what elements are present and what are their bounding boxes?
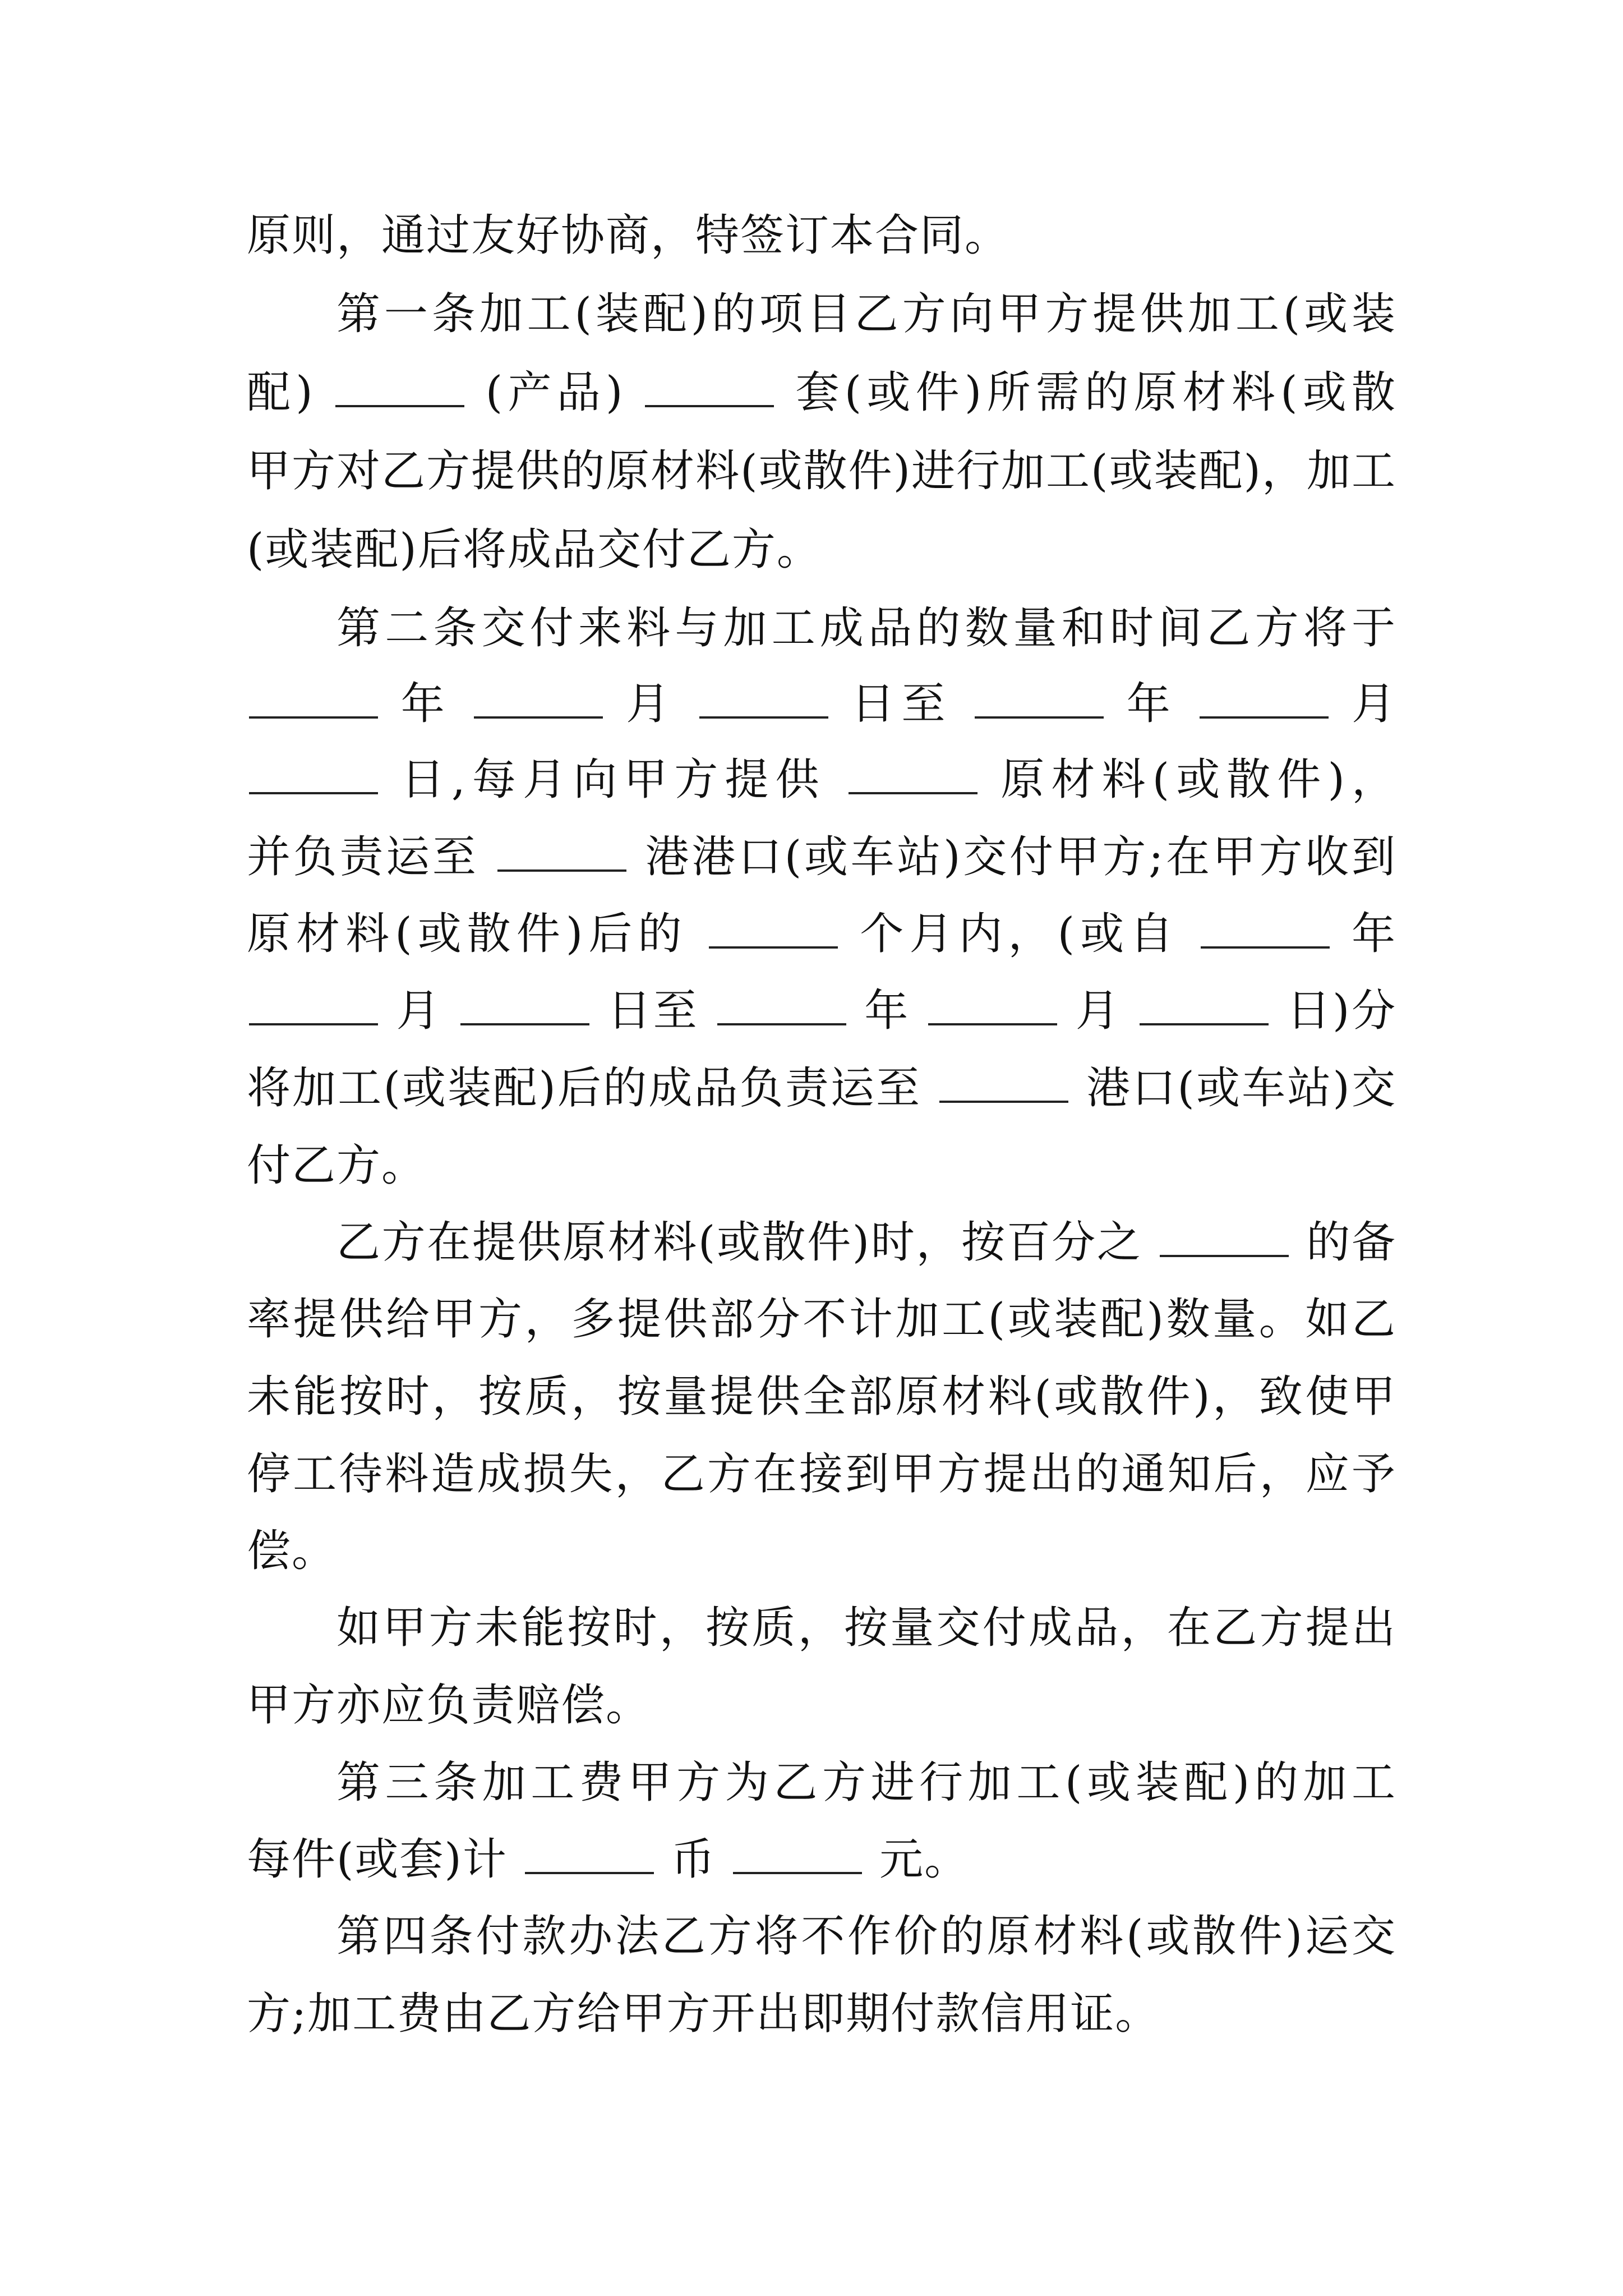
text-segment: 原材料(或散件)后的 <box>247 909 688 959</box>
fill-in-blank <box>1140 983 1269 1025</box>
text-line: 原则，通过友好协商，特签订本合同。 <box>247 210 1010 261</box>
text-segment: 每件(或套)计 <box>247 1834 508 1885</box>
text-segment: 将加工(或装配)后的成品负责运至 <box>247 1063 922 1114</box>
text-segment: 乙方在提供原材料(或散件)时，按百分之 <box>336 1217 1142 1268</box>
fill-in-blank <box>975 676 1104 719</box>
text-segment: 月 <box>1352 679 1396 729</box>
text-segment: 月 <box>626 679 676 729</box>
fill-in-blank <box>1200 676 1329 719</box>
text-line: 偿。 <box>247 1526 337 1576</box>
text-line: 甲方对乙方提供的原材料(或散件)进行加工(或装配)，加工 <box>247 446 1396 496</box>
text-line: 第二条交付来料与加工成品的数量和时间乙方将于 <box>336 603 1396 654</box>
text-segment: 年 <box>864 986 910 1036</box>
fill-in-blank <box>460 983 589 1025</box>
text-segment: 套(或件)所需的原材料(或散 <box>795 367 1396 418</box>
fill-in-blank <box>1201 906 1330 949</box>
text-segment: 币 <box>671 1834 716 1885</box>
text-line: 第一条加工(装配)的项目乙方向甲方提供加工(或装 <box>336 289 1396 339</box>
text-segment: 日,每月向甲方提供 <box>400 754 826 805</box>
text-line: 方;加工费由乙方给甲方开出即期付款信用证。 <box>247 1989 1160 2039</box>
text-line: 甲方亦应负责赔偿。 <box>247 1680 651 1731</box>
fill-in-blank <box>249 983 378 1025</box>
text-segment: 原材料(或散件)， <box>1000 754 1396 805</box>
text-segment: 日至 <box>851 679 952 729</box>
text-line: 停工待料造成损失，乙方在接到甲方提出的通知后，应予 <box>247 1449 1396 1499</box>
text-segment: 港口(或车站)交 <box>1086 1063 1396 1114</box>
text-segment: 年 <box>1126 679 1177 729</box>
text-line: 付乙方。 <box>247 1140 427 1191</box>
text-line-with-blanks <box>247 906 1396 962</box>
text-line-with-blanks <box>247 983 1396 1039</box>
fill-in-blank <box>939 1060 1068 1103</box>
text-line: 率提供给甲方，多提供部分不计加工(或装配)数量。如乙 <box>247 1294 1396 1345</box>
text-segment: 的备 <box>1306 1217 1396 1268</box>
text-segment: 年 <box>1352 909 1396 959</box>
text-line-with-blanks <box>336 1214 1396 1271</box>
fill-in-blank <box>709 906 838 949</box>
fill-in-blank <box>1160 1214 1289 1257</box>
text-line-with-blanks <box>247 365 1396 421</box>
text-segment: 月 <box>1075 986 1122 1036</box>
fill-in-blank <box>249 676 378 719</box>
text-line-with-blanks <box>247 1832 1396 1888</box>
text-line: 第三条加工费甲方为乙方进行加工(或装配)的加工 <box>336 1757 1396 1808</box>
text-segment: 日至 <box>607 986 699 1036</box>
text-line: (或装配)后将成品交付乙方。 <box>247 524 822 575</box>
text-line: 如甲方未能按时，按质，按量交付成品，在乙方提出 <box>336 1603 1396 1653</box>
fill-in-blank <box>249 752 378 794</box>
text-segment: 元。 <box>879 1834 970 1885</box>
fill-in-blank <box>525 1832 654 1874</box>
fill-in-blank <box>717 983 846 1025</box>
text-segment: 日)分 <box>1287 986 1396 1036</box>
text-line-with-blanks <box>247 676 1396 732</box>
text-segment: 并负责运至 <box>247 832 479 882</box>
text-line: 未能按时，按质，按量提供全部原材料(或散件)，致使甲 <box>247 1372 1396 1422</box>
text-line-with-blanks <box>247 829 1396 885</box>
fill-in-blank <box>497 829 626 872</box>
text-line: 第四条付款办法乙方将不作价的原材料(或散件)运交 <box>336 1911 1396 1962</box>
fill-in-blank <box>645 365 774 407</box>
text-line-with-blanks <box>247 1060 1396 1116</box>
text-segment: 个月内，(或自 <box>860 909 1179 959</box>
fill-in-blank <box>928 983 1057 1025</box>
text-segment: 港港口(或车站)交付甲方;在甲方收到 <box>645 832 1396 882</box>
fill-in-blank <box>849 752 978 794</box>
fill-in-blank <box>699 676 828 719</box>
fill-in-blank <box>474 676 603 719</box>
text-segment: 月 <box>396 986 442 1036</box>
text-segment: (产品) <box>485 367 624 418</box>
text-line-with-blanks <box>247 752 1396 808</box>
fill-in-blank <box>733 1832 862 1874</box>
text-segment: 年 <box>400 679 451 729</box>
fill-in-blank <box>335 365 464 407</box>
text-segment: 配) <box>247 367 314 418</box>
